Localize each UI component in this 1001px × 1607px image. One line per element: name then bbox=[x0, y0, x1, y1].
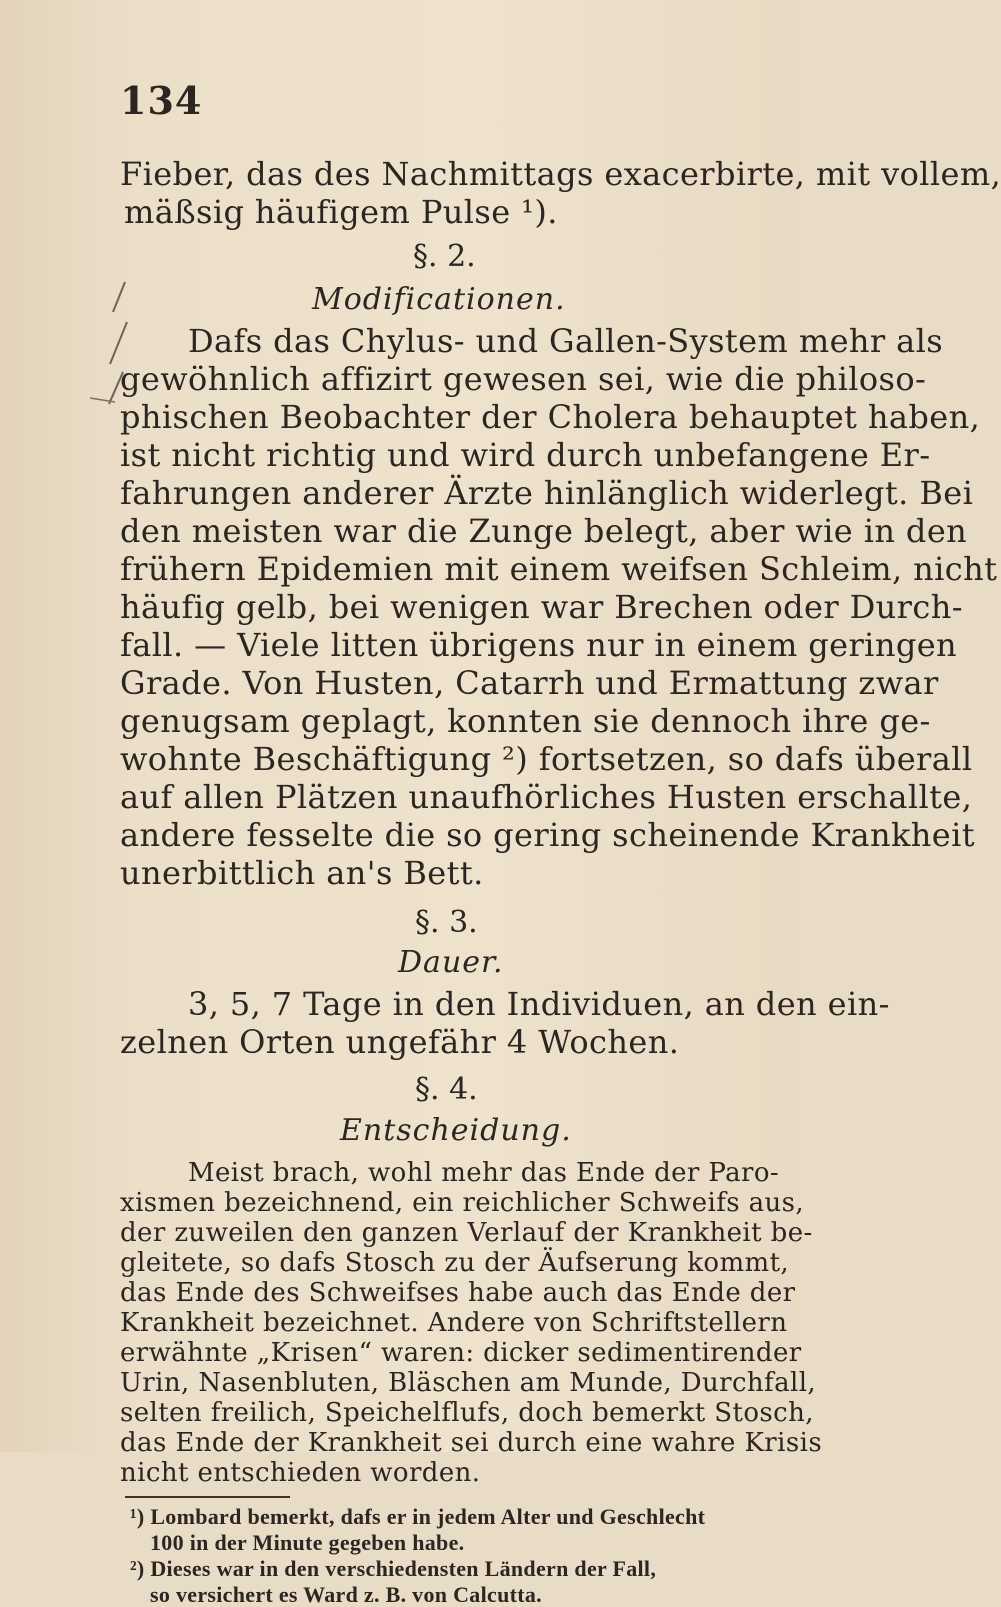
section-number: §. 4. bbox=[415, 1072, 478, 1107]
body-line: gleitete, so dafs Stosch zu der Äufserung kommt, bbox=[120, 1248, 790, 1278]
page-number: 134 bbox=[120, 78, 203, 123]
body-line: mäßsig häufigem Pulse ¹). bbox=[124, 193, 558, 231]
section-title: Dauer. bbox=[398, 945, 504, 980]
body-line: Grade. Von Husten, Catarrh und Ermattung zwar bbox=[120, 664, 939, 702]
body-line: nicht entschieden worden. bbox=[120, 1458, 481, 1488]
section-title: Modificationen. bbox=[312, 282, 566, 317]
body-line: ist nicht richtig und wird durch unbefangene Er- bbox=[120, 436, 931, 474]
footnote-continuation: 100 in der Minute gegeben habe. bbox=[150, 1530, 465, 1555]
body-line: auf allen Plätzen unaufhörliches Husten erschallte, bbox=[120, 778, 973, 816]
footnote-continuation: so versichert es Ward z. B. von Calcutta. bbox=[150, 1582, 542, 1607]
body-line: gewöhnlich affizirt gewesen sei, wie die philoso- bbox=[120, 360, 927, 398]
footnote-rule bbox=[125, 1496, 290, 1498]
body-line: den meisten war die Zunge belegt, aber wie in den bbox=[120, 512, 968, 550]
section-number: §. 3. bbox=[415, 905, 478, 940]
body-line: der zuweilen den ganzen Verlauf der Krankheit be- bbox=[120, 1218, 813, 1248]
body-line: zelnen Orten ungefähr 4 Wochen. bbox=[120, 1023, 680, 1061]
body-line: Krankheit bezeichnet. Andere von Schriftstellern bbox=[120, 1308, 788, 1338]
body-line: das Ende der Krankheit sei durch eine wahre Krisis bbox=[120, 1428, 823, 1458]
section-title: Entscheidung. bbox=[340, 1113, 572, 1148]
body-line: wohnte Beschäftigung ²) fortsetzen, so dafs überall bbox=[120, 740, 973, 778]
body-line: frühern Epidemien mit einem weifsen Schleim, nicht bbox=[120, 550, 998, 588]
body-line: erwähnte „Krisen“ waren: dicker sedimentirender bbox=[120, 1338, 802, 1368]
body-line: unerbittlich an's Bett. bbox=[120, 854, 484, 892]
body-line: Meist brach, wohl mehr das Ende der Paro- bbox=[188, 1158, 780, 1188]
section-number: §. 2. bbox=[413, 239, 476, 274]
body-line: fall. — Viele litten übrigens nur in einem geringen bbox=[120, 626, 958, 664]
body-line: genugsam geplagt, konnten sie dennoch ihre ge- bbox=[120, 702, 931, 740]
body-line: 3, 5, 7 Tage in den Individuen, an den ein- bbox=[188, 985, 890, 1023]
body-line: andere fesselte die so gering scheinende Krankheit bbox=[120, 816, 975, 854]
body-line: Urin, Nasenbluten, Bläschen am Munde, Durchfall, bbox=[120, 1368, 817, 1398]
body-line: Dafs das Chylus- und Gallen-System mehr als bbox=[188, 322, 944, 360]
body-line: phischen Beobachter der Cholera behauptet haben, bbox=[120, 398, 981, 436]
body-line: häufig gelb, bei wenigen war Brechen oder Durch- bbox=[120, 588, 963, 626]
footnote: ¹) Lombard bemerkt, dafs er in jedem Alter und Geschlecht bbox=[130, 1504, 706, 1529]
body-line: Fieber, das des Nachmittags exacerbirte, mit vollem, bbox=[120, 155, 1001, 193]
body-line: xismen bezeichnend, ein reichlicher Schweifs aus, bbox=[120, 1188, 805, 1218]
body-line: das Ende des Schweifses habe auch das Ende der bbox=[120, 1278, 796, 1308]
footnote: ²) Dieses war in den verschiedensten Ländern der Fall, bbox=[130, 1556, 657, 1581]
body-line: selten freilich, Speichelflufs, doch bemerkt Stosch, bbox=[120, 1398, 814, 1428]
body-line: fahrungen anderer Ärzte hinlänglich widerlegt. Bei bbox=[120, 474, 974, 512]
